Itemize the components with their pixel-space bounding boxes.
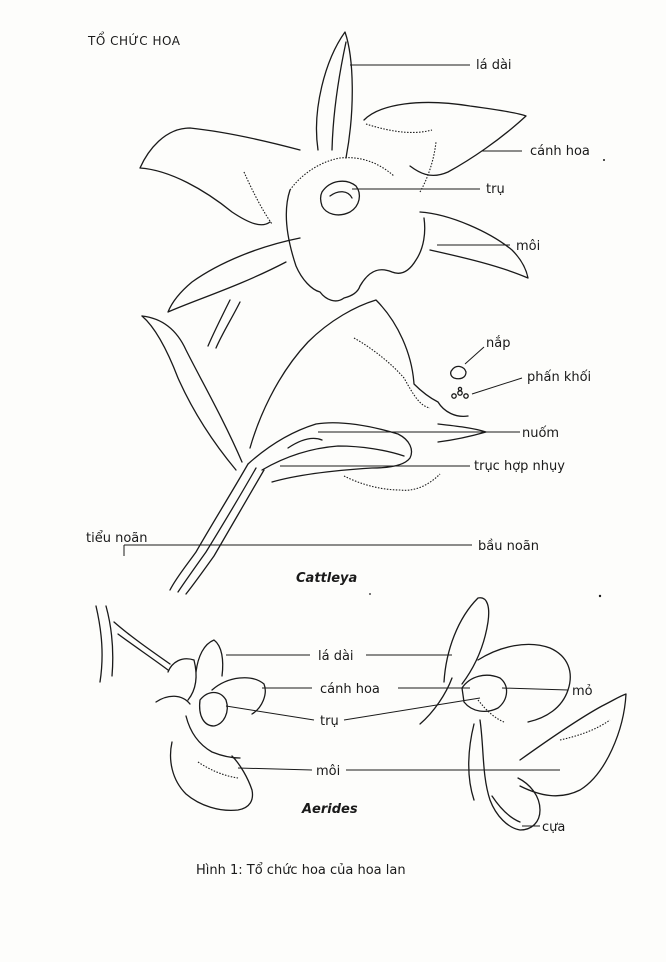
cattleya-lower-sepal-left xyxy=(168,238,300,312)
cattleya-flower-drawing xyxy=(140,32,528,348)
figure-caption: Hình 1: Tổ chức hoa của hoa lan xyxy=(196,863,406,878)
label-lip: môi xyxy=(516,239,541,254)
leader-pollinia xyxy=(472,378,522,394)
cattleya-section-drawing xyxy=(142,300,486,594)
cattleya-section-lip-outline xyxy=(250,300,468,448)
aerides-label-spur: cựa xyxy=(542,820,566,835)
cattleya-flower-stem xyxy=(208,300,230,346)
leader-aerides-beak xyxy=(502,688,568,690)
aerides-label-beak: mỏ xyxy=(572,684,593,699)
cattleya-section-bract xyxy=(142,316,242,462)
cattleya-left-petal xyxy=(140,128,300,225)
label-cap: nắp xyxy=(486,336,511,351)
leader-aerides-lip xyxy=(238,768,312,770)
aerides-branch xyxy=(96,606,102,682)
aerides-column xyxy=(200,693,228,727)
aerides-genus-label: Aerides xyxy=(302,802,358,817)
leader-aerides-column xyxy=(226,706,314,720)
aerides-section-sepal xyxy=(444,598,489,684)
aerides-label-column: trụ xyxy=(320,714,339,729)
aerides-section-lip xyxy=(520,694,626,796)
aerides-label-sepal: lá dài xyxy=(318,649,354,664)
cattleya-section-ovary xyxy=(170,464,248,590)
aerides-label-lip: môi xyxy=(316,764,341,779)
leader-cap xyxy=(465,347,484,364)
cattleya-right-petal xyxy=(364,102,526,175)
cattleya-anther-cap xyxy=(451,366,466,378)
aerides-section-spur xyxy=(480,720,540,830)
label-petal: cánh hoa xyxy=(530,144,590,159)
label-pollinia: phấn khối xyxy=(527,370,592,385)
cattleya-genus-label: Cattleya xyxy=(296,571,358,586)
aerides-petal xyxy=(212,678,265,714)
diagram-heading: TỔ CHỨC HOA xyxy=(88,34,181,48)
label-ovary: bầu noãn xyxy=(478,539,539,554)
label-gynostemium: trục hợp nhụy xyxy=(474,459,565,474)
cattleya-pollinia xyxy=(452,387,468,398)
aerides-section-drawing xyxy=(420,598,626,830)
label-stigma: nuốm xyxy=(522,426,560,441)
cattleya-dorsal-sepal xyxy=(317,32,353,158)
aerides-section-column xyxy=(462,675,507,711)
label-ovule: tiểu noãn xyxy=(86,531,148,546)
aerides-label-petal: cánh hoa xyxy=(320,682,380,697)
label-sepal: lá dài xyxy=(476,58,512,73)
label-column: trụ xyxy=(486,182,505,197)
cattleya-column xyxy=(321,181,360,215)
aerides-upper-sepal xyxy=(196,640,223,676)
